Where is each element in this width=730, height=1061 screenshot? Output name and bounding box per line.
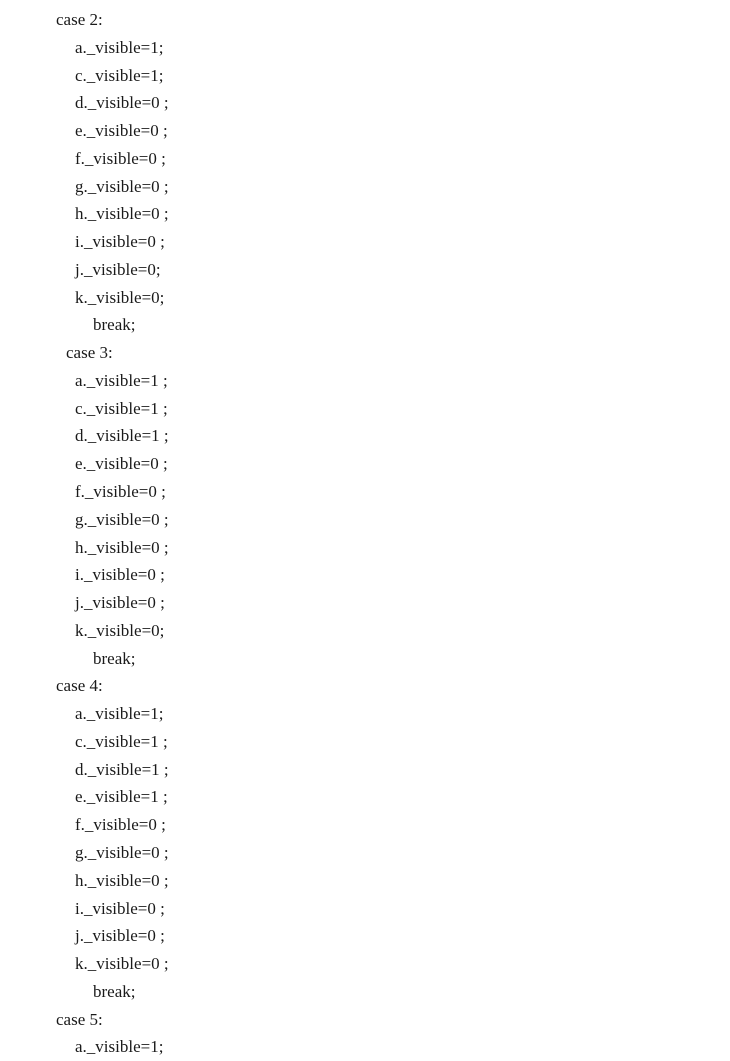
visibility-assignment: j._visible=0 ; — [75, 593, 165, 613]
case-label: case 5: — [56, 1009, 103, 1029]
visibility-assignment: a._visible=1; — [75, 37, 164, 57]
visibility-assignment: d._visible=0 ; — [75, 93, 169, 113]
code-listing — [0, 6, 730, 1061]
visibility-assignment: g._visible=0 ; — [75, 842, 169, 862]
visibility-assignment: j._visible=0; — [75, 259, 161, 279]
visibility-assignment: g._visible=0 ; — [75, 509, 169, 529]
visibility-assignment: k._visible=0; — [75, 287, 165, 307]
visibility-assignment: a._visible=1 ; — [75, 370, 168, 390]
visibility-assignment: h._visible=0 ; — [75, 537, 169, 557]
visibility-assignment: f._visible=0 ; — [75, 482, 166, 502]
visibility-assignment: e._visible=0 ; — [75, 121, 168, 141]
visibility-assignment: c._visible=1; — [75, 65, 164, 85]
visibility-assignment: h._visible=0 ; — [75, 870, 169, 890]
visibility-assignment: c._visible=1 ; — [75, 398, 168, 418]
break-statement: break; — [93, 981, 136, 1001]
visibility-assignment: j._visible=0 ; — [75, 926, 165, 946]
visibility-assignment: i._visible=0 ; — [75, 565, 165, 585]
break-statement: break; — [93, 648, 136, 668]
case-label: case 3: — [66, 343, 113, 363]
visibility-assignment: d._visible=1 ; — [75, 759, 169, 779]
break-statement: break; — [93, 315, 136, 335]
visibility-assignment: f._visible=0 ; — [75, 815, 166, 835]
visibility-assignment: i._visible=0 ; — [75, 898, 165, 918]
visibility-assignment: i._visible=0 ; — [75, 232, 165, 252]
visibility-assignment: k._visible=0; — [75, 620, 165, 640]
visibility-assignment: a._visible=1; — [75, 1037, 164, 1057]
visibility-assignment: e._visible=0 ; — [75, 454, 168, 474]
visibility-assignment: e._visible=1 ; — [75, 787, 168, 807]
case-label: case 4: — [56, 676, 103, 696]
visibility-assignment: d._visible=1 ; — [75, 426, 169, 446]
case-label: case 2: — [56, 10, 103, 29]
visibility-assignment: h._visible=0 ; — [75, 204, 169, 224]
visibility-assignment: a._visible=1; — [75, 704, 164, 724]
visibility-assignment: f._visible=0 ; — [75, 148, 166, 168]
visibility-assignment: c._visible=1 ; — [75, 731, 168, 751]
visibility-assignment: k._visible=0 ; — [75, 954, 169, 974]
visibility-assignment: g._visible=0 ; — [75, 176, 169, 196]
